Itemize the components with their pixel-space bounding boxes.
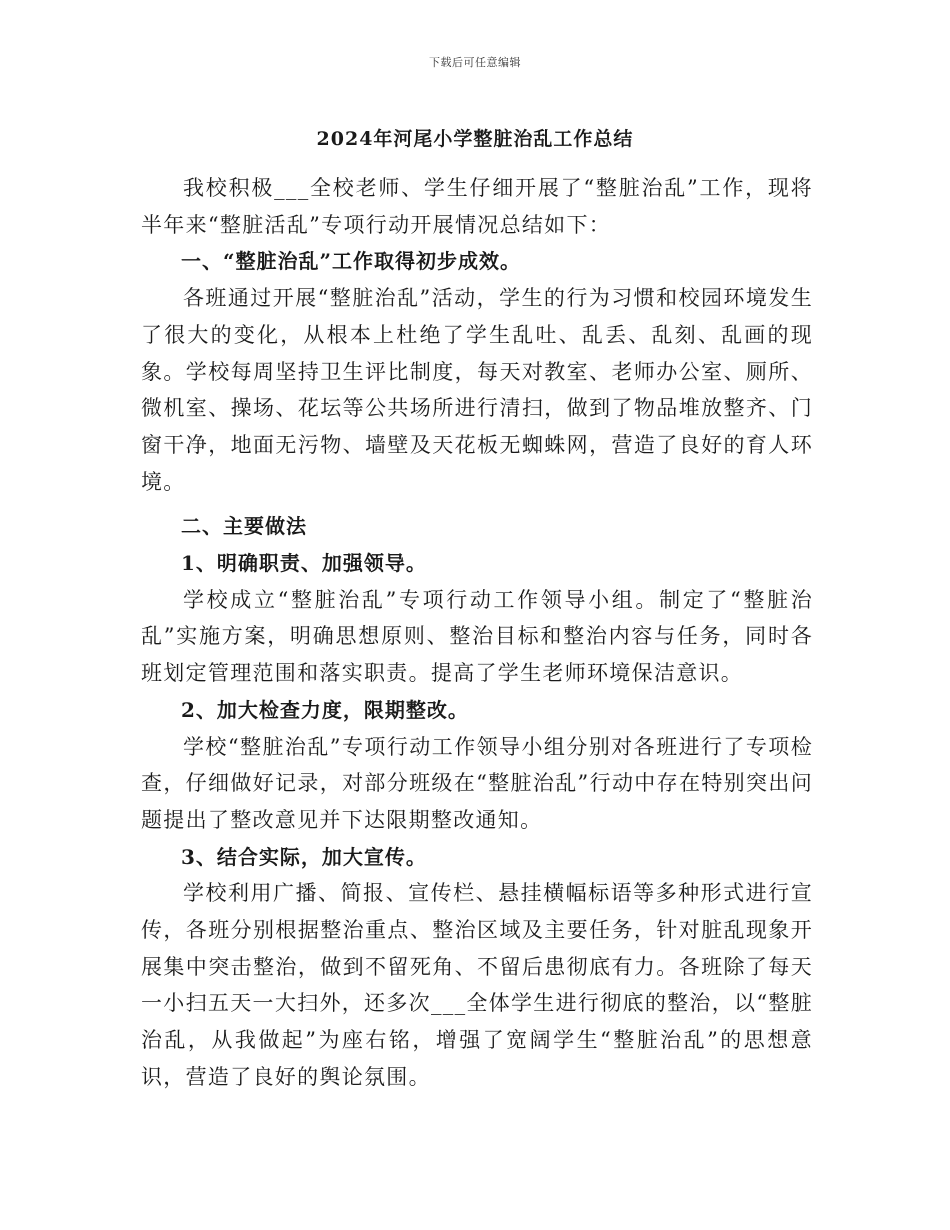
item3-heading: 3、结合实际，加大宣传。 [181, 844, 427, 869]
intro-paragraph: 我校积极___全校老师、学生仔细开展了“整脏治乱”工作，现将半年来“整脏活乱”专项行动开展情况总结如下： [141, 176, 813, 237]
section1-paragraph: 各班通过开展“整脏治乱”活动，学生的行为习惯和校园环境发生了很大的变化，从根本上杜绝了学生乱吐、乱丢、乱刻、乱画的现象。学校每周坚持卫生评比制度，每天对教室、老师办公室、厕所、微机室、操场、花坛等公共场所进行清扫，做到了物品堆放整齐、门窗干净，地面无污物、墙壁及天花板无蜘蛛网，营造了良好的育人环境。 [141, 286, 813, 494]
document-title: 2024年河尾小学整脏治乱工作总结 [316, 128, 634, 150]
item3-paragraph: 学校利用广播、简报、宣传栏、悬挂横幅标语等多种形式进行宣传，各班分别根据整治重点、整治区域及主要任务，针对脏乱现象开展集中突击整治，做到不留死角、不留后患彻底有力。各班除了每天一小扫五天一大扫外，还多次___全体学生进行彻底的整治，以“整脏治乱，从我做起”为座右铭，增强了宽阔学生“整脏治乱”的思想意识，营造了良好的舆论氛围。 [141, 881, 813, 1089]
spacer [141, 500, 813, 508]
section2-heading: 二、主要做法 [181, 514, 307, 539]
item1-paragraph: 学校成立“整脏治乱”专项行动工作领导小组。制定了“整脏治乱”实施方案，明确思想原则、整治目标和整治内容与任务，同时各班划定管理范围和落实职责。提高了学生老师环境保洁意识。 [141, 587, 813, 686]
document-body [141, 170, 813, 1096]
header-note: 下载后可任意编辑 [429, 56, 521, 69]
item1-heading: 1、明确职责、加强领导。 [181, 551, 427, 576]
item2-paragraph: 学校“整脏治乱”专项行动工作领导小组分别对各班进行了专项检查，仔细做好记录，对部分班级在“整脏治乱”行动中存在特别突出问题提出了整改意见并下达限期整改通知。 [141, 734, 813, 832]
item2-heading: 2、加大检查力度，限期整改。 [181, 697, 469, 722]
section1-heading: 一、“整脏治乱”工作取得初步成效。 [181, 249, 522, 274]
